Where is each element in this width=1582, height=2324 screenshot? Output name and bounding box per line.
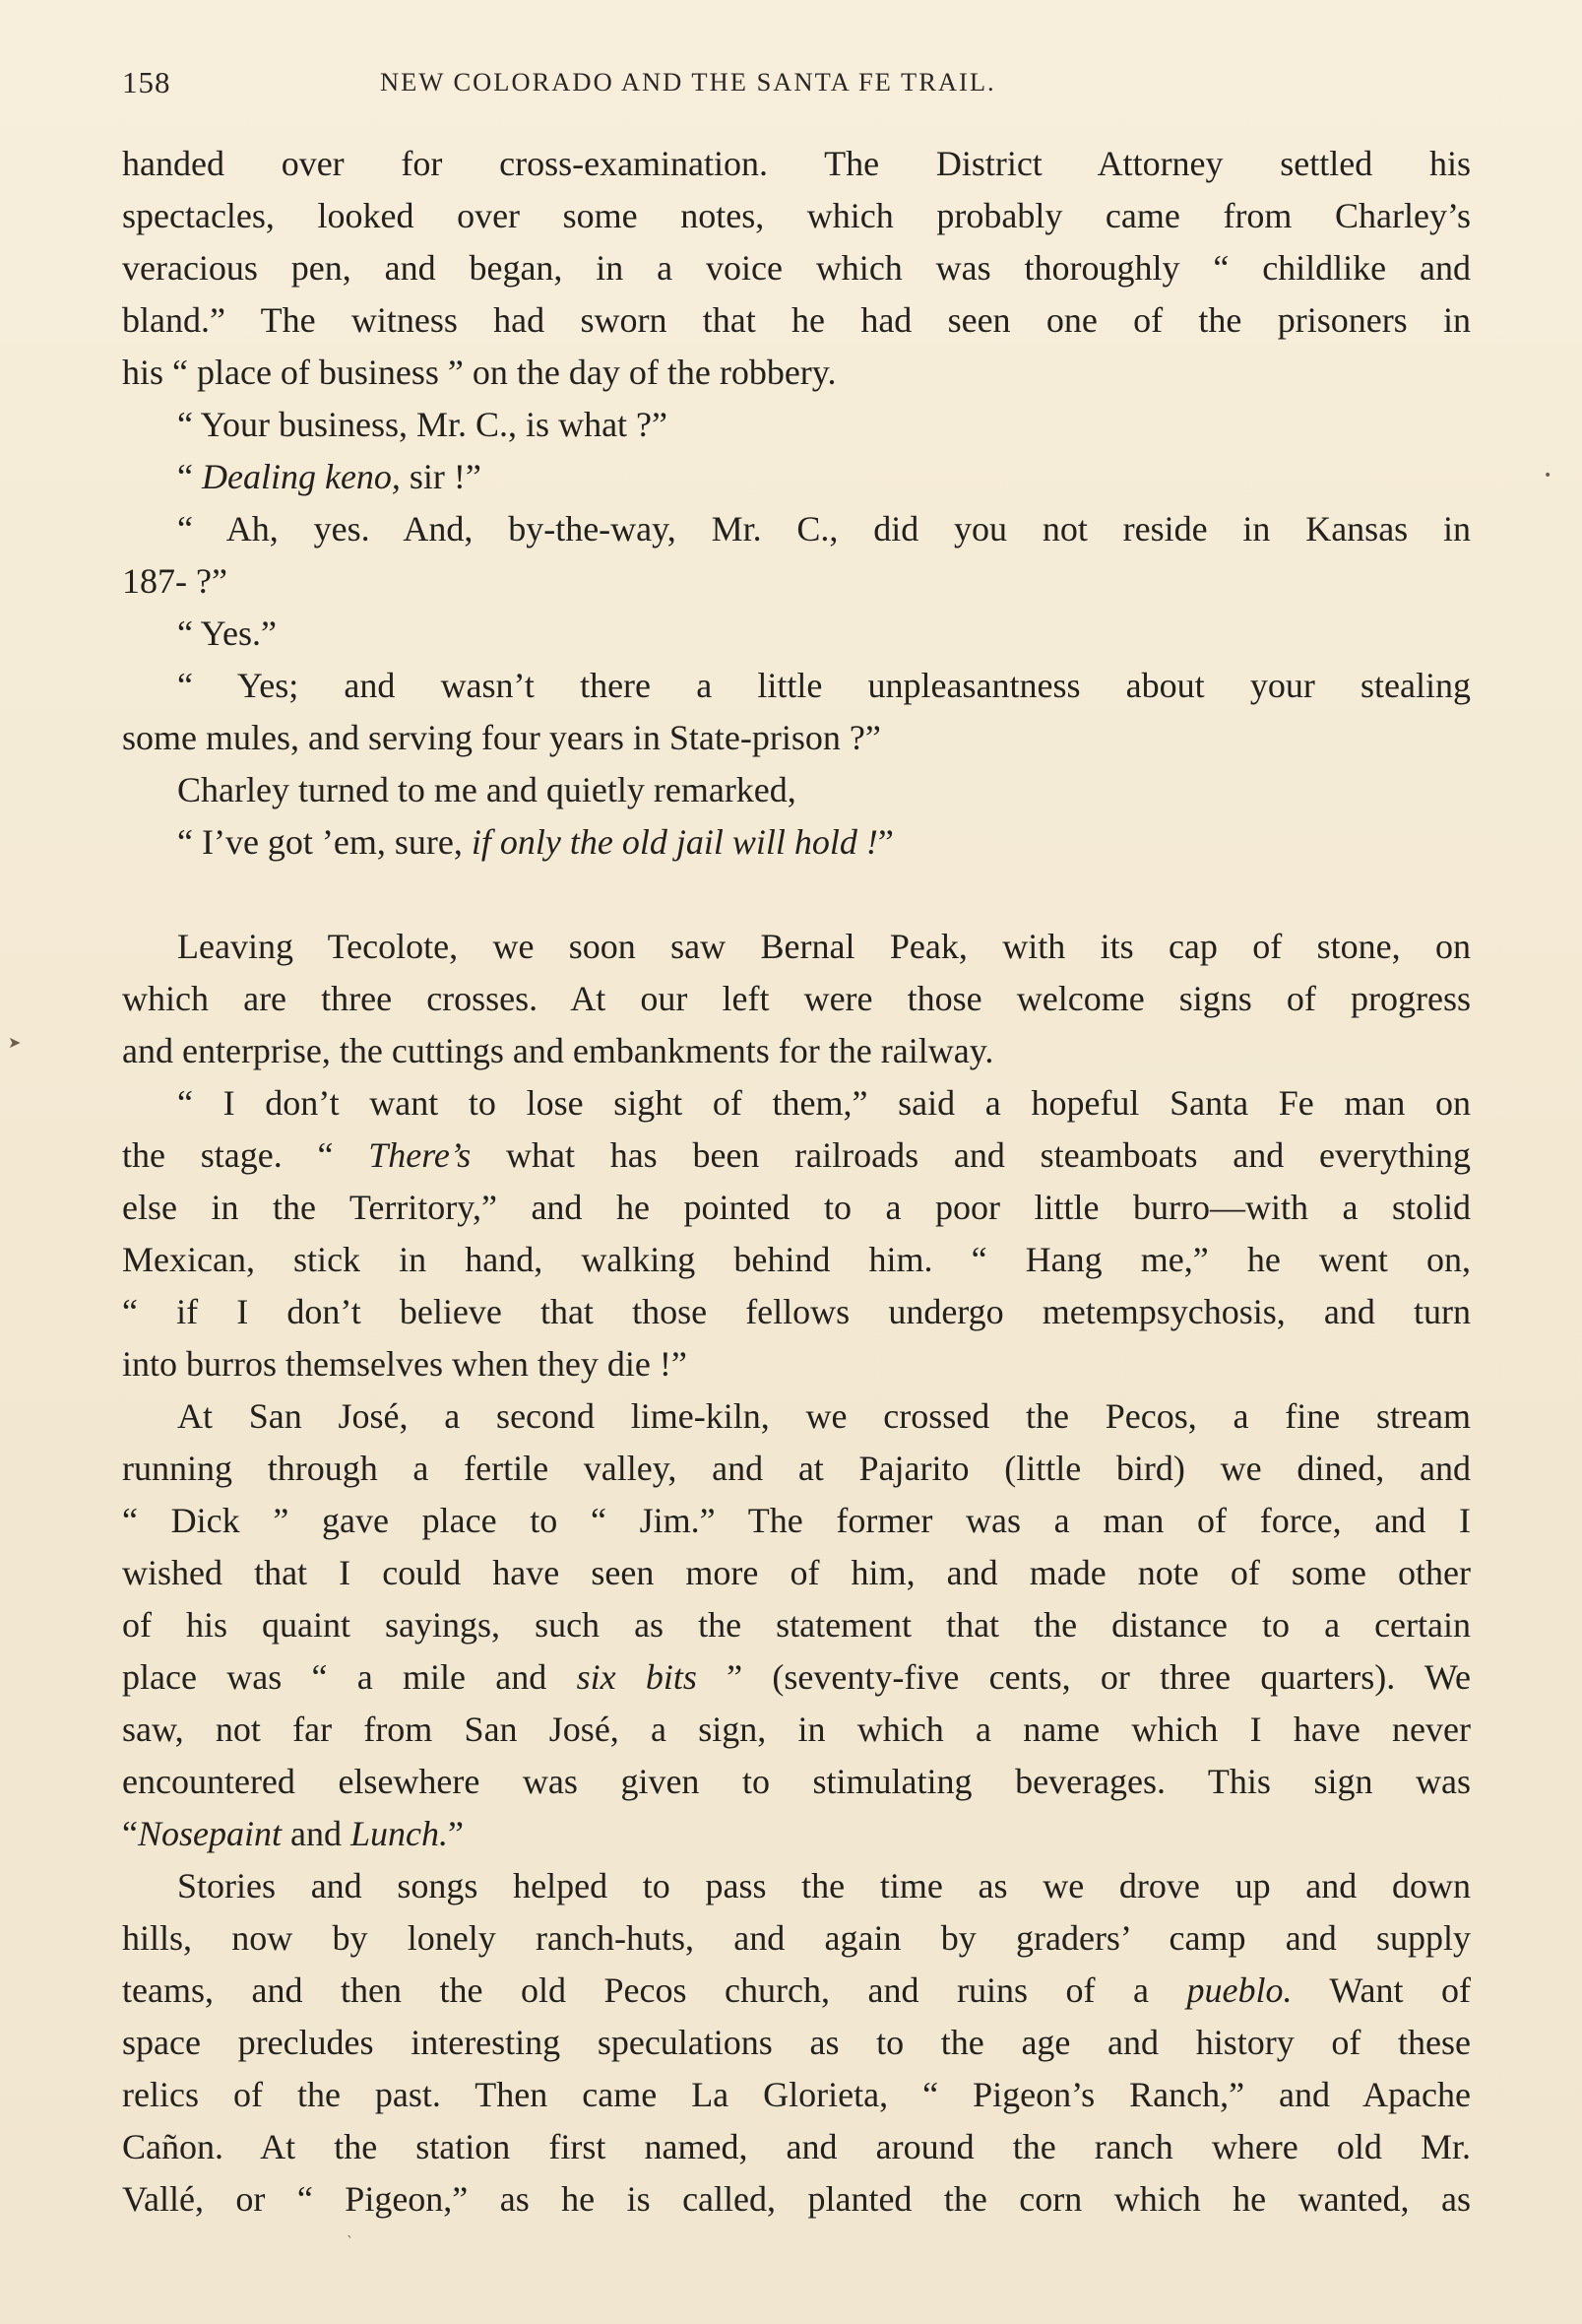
- text-run: ”: [877, 822, 894, 862]
- text-run: running through a fertile valley, and at Pajarito (little bird) we dined, and: [122, 1449, 1471, 1488]
- text-line: [122, 1860, 1471, 1912]
- text-run: encountered elsewhere was given to stimulating beverages. This sign was: [122, 1762, 1471, 1801]
- paragraph-break: [122, 869, 1471, 921]
- margin-arrow-mark: ➤: [8, 1033, 22, 1052]
- text-run: Charley turned to me and quietly remarked,: [177, 770, 796, 809]
- running-head: [122, 65, 1453, 114]
- text-line: [122, 1077, 1471, 1130]
- text-run: into burros themselves when they die !”: [122, 1344, 687, 1384]
- italic-text-run: if only the old jail will hold !: [471, 822, 878, 862]
- text-run: else in the Territory,” and he pointed to a poor little burro—with a stolid: [122, 1188, 1471, 1227]
- text-run: “: [122, 1814, 138, 1853]
- text-line: [122, 138, 1471, 190]
- text-run: spectacles, looked over some notes, which probably came from Charley’s: [122, 196, 1471, 235]
- text-run: which are three crosses. At our left were those welcome signs of progress: [122, 979, 1471, 1018]
- text-line: [122, 1390, 1471, 1443]
- text-run: saw, not far from San José, a sign, in which a name which I have never: [122, 1710, 1471, 1749]
- text-run: “ if I don’t believe that those fellows undergo metempsychosis, and turn: [122, 1292, 1471, 1331]
- text-line: [122, 1756, 1471, 1808]
- body-text: [122, 138, 1471, 2226]
- text-line: [122, 1912, 1471, 1965]
- text-run: of his quaint sayings, such as the statement that the distance to a certain: [122, 1605, 1471, 1645]
- text-run: Stories and songs helped to pass the time as we drove up and down: [177, 1866, 1471, 1905]
- text-run: and enterprise, the cuttings and embankments for the railway.: [122, 1031, 994, 1070]
- italic-text-run: Dealing keno,: [201, 457, 401, 496]
- text-line: [122, 242, 1471, 294]
- italic-text-run: Lunch.: [349, 1814, 448, 1853]
- text-line: [122, 1286, 1471, 1338]
- text-run: “ Dick ” gave place to “ Jim.” The former was a man of force, and I: [122, 1501, 1471, 1540]
- text-line: [122, 503, 1471, 555]
- text-line: [122, 1965, 1471, 2017]
- text-line: [122, 1599, 1471, 1651]
- text-line: [122, 2173, 1471, 2226]
- text-line: [122, 555, 1471, 608]
- text-run: “ Yes; and wasn’t there a little unpleasantness about your stealing: [177, 666, 1471, 705]
- text-run: sir !”: [400, 457, 481, 496]
- text-line: [122, 1025, 1471, 1077]
- text-run: Leaving Tecolote, we soon saw Bernal Peak, with its cap of stone, on: [177, 927, 1471, 966]
- text-run: veracious pen, and began, in a voice which was thoroughly “ childlike and: [122, 248, 1471, 288]
- text-run: “ I don’t want to lose sight of them,” said a hopeful Santa Fe man on: [177, 1083, 1471, 1123]
- italic-text-run: pueblo.: [1186, 1970, 1293, 2010]
- text-line: [122, 347, 1471, 399]
- text-run: “ Yes.”: [177, 613, 278, 653]
- text-line: [122, 2069, 1471, 2121]
- text-line: [122, 764, 1471, 816]
- text-run: place was “ a mile and: [122, 1657, 577, 1697]
- text-line: [122, 1495, 1471, 1547]
- text-run: “: [177, 457, 202, 496]
- text-line: [122, 451, 1471, 503]
- text-run: handed over for cross-examination. The District Attorney settled his: [122, 144, 1471, 183]
- text-line: [122, 921, 1471, 973]
- text-run: At San José, a second lime-kiln, we crossed the Pecos, a fine stream: [177, 1396, 1471, 1436]
- page-number: 158: [122, 65, 171, 99]
- text-line: [122, 1651, 1471, 1704]
- italic-text-run: six bits: [576, 1657, 697, 1697]
- italic-text-run: There’s: [368, 1135, 472, 1175]
- text-run: “ I’ve got ’em, sure,: [177, 822, 472, 862]
- text-line: [122, 2017, 1471, 2069]
- text-run: Vallé, or “ Pigeon,” as he is called, planted the corn which he wanted, as: [122, 2179, 1471, 2219]
- text-run: his “ place of business ” on the day of the robbery.: [122, 353, 837, 392]
- text-line: [122, 2121, 1471, 2173]
- text-run: teams, and then the old Pecos church, and ruins of a: [122, 1970, 1187, 2010]
- text-line: [122, 973, 1471, 1025]
- text-line: [122, 1808, 1471, 1860]
- text-run: and: [282, 1814, 350, 1853]
- text-run: what has been railroads and steamboats and everything: [471, 1135, 1471, 1175]
- text-line: [122, 1338, 1471, 1390]
- text-run: ”: [447, 1814, 464, 1853]
- text-line: [122, 190, 1471, 242]
- text-line: [122, 1182, 1471, 1234]
- text-line: [122, 712, 1471, 764]
- text-line: [122, 1547, 1471, 1599]
- text-run: Mexican, stick in hand, walking behind him. “ Hang me,” he went on,: [122, 1240, 1471, 1279]
- running-title: NEW COLORADO AND THE SANTA FE TRAIL.: [380, 67, 996, 97]
- text-line: [122, 399, 1471, 451]
- text-run: space precludes interesting speculations as to the age and history of these: [122, 2023, 1471, 2062]
- text-run: Cañon. At the station first named, and around the ranch where old Mr.: [122, 2127, 1471, 2166]
- text-run: relics of the past. Then came La Glorieta, “ Pigeon’s Ranch,” and Apache: [122, 2075, 1471, 2114]
- text-line: [122, 1443, 1471, 1495]
- text-run: hills, now by lonely ranch-huts, and again by graders’ camp and supply: [122, 1918, 1471, 1958]
- text-run: “ Your business, Mr. C., is what ?”: [177, 405, 668, 444]
- bottom-speck: ˎ: [347, 2223, 353, 2238]
- text-run: the stage. “: [122, 1135, 369, 1175]
- margin-speck: •: [1544, 468, 1552, 484]
- text-run: 187- ?”: [122, 561, 227, 601]
- italic-text-run: Nosepaint: [137, 1814, 282, 1853]
- text-line: [122, 608, 1471, 660]
- text-run: some mules, and serving four years in State-prison ?”: [122, 718, 881, 757]
- text-line: [122, 294, 1471, 347]
- text-run: Want of: [1292, 1970, 1471, 2010]
- text-line: [122, 1234, 1471, 1286]
- text-run: wished that I could have seen more of him, and made note of some other: [122, 1553, 1471, 1592]
- text-run: bland.” The witness had sworn that he had seen one of the prisoners in: [122, 300, 1471, 340]
- text-line: [122, 660, 1471, 712]
- text-run: ” (seventy-five cents, or three quarters). We: [696, 1657, 1471, 1697]
- text-run: “ Ah, yes. And, by-the-way, Mr. C., did you not reside in Kansas in: [177, 509, 1471, 549]
- text-line: [122, 816, 1471, 869]
- text-line: [122, 1130, 1471, 1182]
- text-line: [122, 1704, 1471, 1756]
